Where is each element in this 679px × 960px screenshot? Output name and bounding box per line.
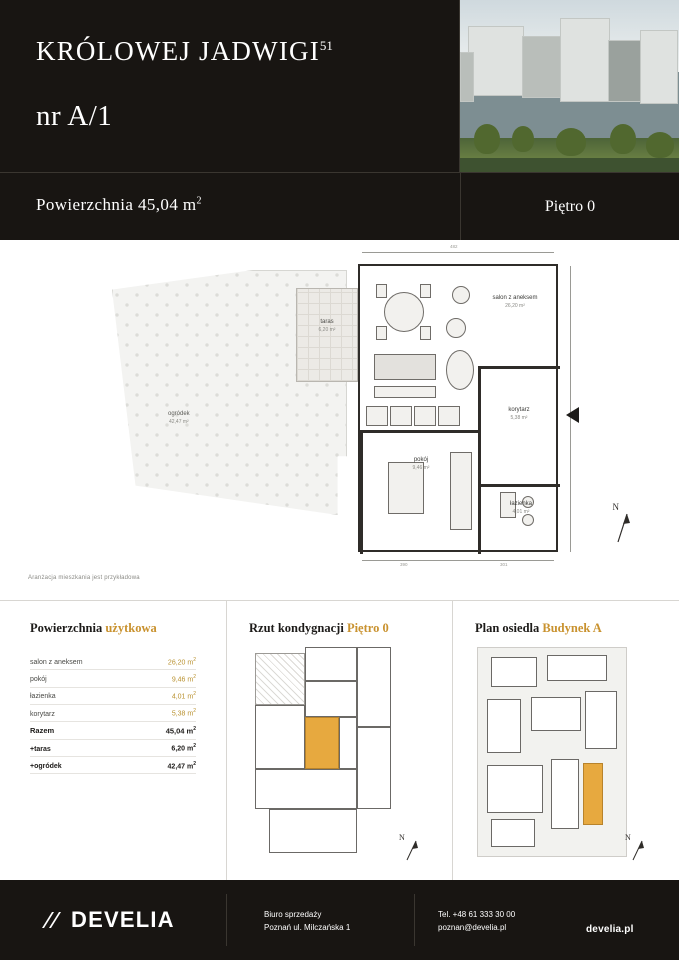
extra-value: 42,47 $m^2$ xyxy=(167,760,196,770)
corridor-label xyxy=(484,406,554,423)
floorplan-north-arrow-icon xyxy=(403,839,423,863)
table-row-extra xyxy=(30,740,196,757)
develia-logo xyxy=(40,907,175,933)
armchair xyxy=(446,318,466,338)
dimension-bottom-1: 390 xyxy=(400,562,408,567)
total-name: Razem xyxy=(30,726,55,736)
table-row xyxy=(30,670,196,687)
row-value: 5,38 $m^2$ xyxy=(171,708,196,718)
kitchen-cabinet-1 xyxy=(366,406,388,426)
row-name: pokój xyxy=(30,676,47,684)
site-panel xyxy=(452,601,679,881)
photo-building-3 xyxy=(560,18,610,102)
bathroom-area: 4,01 m² xyxy=(512,509,530,516)
table-row xyxy=(30,688,196,705)
garden-label xyxy=(168,410,190,427)
floorplan-drawing xyxy=(0,240,679,590)
plan-north-arrow-icon xyxy=(613,512,635,546)
mini-unit-1 xyxy=(305,647,357,681)
dimension-line-top xyxy=(362,252,554,253)
table-row-total xyxy=(30,722,196,740)
wall-horizontal-1 xyxy=(360,430,480,433)
site-building-6 xyxy=(487,765,543,813)
terrace-area-value: 6,20 m² xyxy=(318,327,336,333)
bathroom-label xyxy=(488,500,554,517)
site-north-label: N xyxy=(625,833,631,842)
extra-value: 6,20 $m^2$ xyxy=(171,743,196,753)
dimension-bottom-2: 301 xyxy=(500,562,508,567)
corridor-name: korytarz xyxy=(508,407,530,413)
wall-vertical-2 xyxy=(360,430,363,554)
mini-unit-3 xyxy=(339,717,357,769)
mini-terrace-block xyxy=(255,653,305,705)
row-name: łazienka xyxy=(30,693,56,701)
site-building-2 xyxy=(547,655,607,681)
sofa xyxy=(374,354,436,380)
header-summary xyxy=(0,173,679,240)
floorplan-title-text: Rzut kondygnacji xyxy=(249,621,347,635)
photo-building-4 xyxy=(608,40,642,102)
mini-unit-8 xyxy=(357,727,391,809)
street-number: 51 xyxy=(319,38,333,53)
contact-email[interactable]: poznan@develia.pl xyxy=(438,923,507,933)
areas-panel xyxy=(0,601,226,881)
site-mini-map xyxy=(477,647,657,857)
table-row xyxy=(30,653,196,670)
site-title xyxy=(475,621,602,636)
area-unit-sup: 2 xyxy=(196,195,202,207)
terrace-name: taras xyxy=(320,319,334,325)
contact-phone[interactable]: Tel. +48 61 333 30 00 xyxy=(438,910,516,919)
building-photo xyxy=(460,0,679,172)
project-name: KRÓLOWEJ JADWIGI xyxy=(36,36,320,66)
site-building-7 xyxy=(551,759,579,829)
contact-block xyxy=(438,908,515,934)
dimension-line-bottom xyxy=(362,560,554,561)
page-title xyxy=(36,36,333,67)
row-value: 4,01 $m^2$ xyxy=(171,691,196,701)
photo-building-6 xyxy=(460,52,474,102)
row-name: salon z aneksem xyxy=(30,658,83,666)
site-building-4 xyxy=(531,697,581,731)
bathroom-name: łazienka xyxy=(509,501,532,507)
mini-unit-2 xyxy=(305,681,357,717)
apartment-outline xyxy=(358,264,558,552)
chair-3 xyxy=(376,326,387,340)
living-room-name: salon z aneksem xyxy=(492,295,538,301)
floorplan-mini-map xyxy=(251,647,431,857)
floorplan-north-label: N xyxy=(399,833,405,842)
site-building-8 xyxy=(491,819,535,847)
photo-tree-2 xyxy=(512,126,534,152)
terrace-label xyxy=(302,318,352,335)
floor-badge xyxy=(460,173,679,240)
fridge xyxy=(438,406,460,426)
floorplan-title xyxy=(249,621,389,636)
plant xyxy=(452,286,470,304)
area-value: 45,04 m xyxy=(137,195,197,214)
footer-divider-2 xyxy=(414,894,415,946)
sales-office-block xyxy=(264,908,350,934)
photo-building-5 xyxy=(640,30,678,104)
header-title-block xyxy=(0,0,460,172)
site-building-1 xyxy=(491,657,537,687)
living-room-label xyxy=(476,294,554,311)
mini-unit-7 xyxy=(357,647,391,727)
terrace-area xyxy=(296,288,358,382)
chair-4 xyxy=(420,326,431,340)
floorplan-panel xyxy=(226,601,452,881)
kitchen-hob xyxy=(414,406,436,426)
dining-table xyxy=(384,292,424,332)
row-value: 26,20 $m^2$ xyxy=(167,656,196,666)
footer xyxy=(0,880,679,960)
info-section xyxy=(0,600,679,880)
wall-vertical-1 xyxy=(478,366,481,554)
site-highlight-building xyxy=(583,763,603,825)
site-title-accent: Budynek A xyxy=(542,621,602,635)
photo-building-1 xyxy=(468,26,524,96)
rug xyxy=(446,350,474,390)
mini-unit-6 xyxy=(269,809,357,853)
row-value: 9,46 $m^2$ xyxy=(171,673,196,684)
areas-title xyxy=(30,621,157,636)
areas-title-text: Powierzchnia xyxy=(30,621,106,635)
site-title-text: Plan osiedla xyxy=(475,621,543,635)
photo-foreground xyxy=(460,158,679,172)
extra-name: +taras xyxy=(30,745,51,753)
site-building-3 xyxy=(487,699,521,753)
unit-number: nr A/1 xyxy=(36,100,113,132)
table-row xyxy=(30,705,196,722)
bedroom-name: pokój xyxy=(413,457,429,463)
wall-horizontal-2 xyxy=(478,366,560,369)
site-building-5 xyxy=(585,691,617,749)
photo-tree-3 xyxy=(556,128,586,156)
table-row-extra xyxy=(30,757,196,774)
garden-area-value: 42,47 m² xyxy=(168,419,189,425)
plan-north-label: N xyxy=(612,502,619,512)
mini-highlight-unit xyxy=(305,717,339,769)
areas-title-accent: użytkowa xyxy=(105,621,157,635)
develia-wordmark: DEVELIA xyxy=(71,907,175,932)
bedroom-label xyxy=(386,456,456,473)
bedroom-area: 9,46 m² xyxy=(412,465,430,472)
header xyxy=(0,0,679,240)
photo-tree-5 xyxy=(646,132,674,158)
row-name: korytarz xyxy=(30,710,55,718)
floor-label: Piętro 0 xyxy=(544,197,596,215)
photo-tree-1 xyxy=(474,124,500,154)
entrance-pointer-icon xyxy=(566,407,579,423)
mini-unit-5 xyxy=(255,769,357,809)
areas-table xyxy=(30,653,196,774)
garden-name: ogródek xyxy=(168,411,190,417)
coffee-table xyxy=(374,386,436,398)
develia-mark-icon xyxy=(40,908,64,932)
corridor-area: 5,38 m² xyxy=(510,415,528,422)
chair-2 xyxy=(420,284,431,298)
photo-tree-4 xyxy=(610,124,636,154)
photo-building-2 xyxy=(522,36,562,98)
website-link[interactable]: develia.pl xyxy=(586,924,634,935)
area-label: Powierzchnia xyxy=(36,195,134,214)
chair-1 xyxy=(376,284,387,298)
site-north-arrow-icon xyxy=(629,839,649,863)
wall-horizontal-3 xyxy=(478,484,560,487)
sales-office-address: Poznań ul. Milczańska 1 xyxy=(264,923,351,933)
sales-office-title: Biuro sprzedaży xyxy=(264,910,322,919)
dimension-top: 482 xyxy=(450,244,458,249)
footer-divider-1 xyxy=(226,894,227,946)
kitchen-sink xyxy=(390,406,412,426)
area-summary xyxy=(36,195,202,215)
extra-name: +ogródek xyxy=(30,762,62,770)
living-room-area: 26,20 m² xyxy=(505,303,525,310)
total-value: 45,04 $m^2$ xyxy=(165,725,196,736)
plan-disclaimer: Aranżacja mieszkania jest przykładowa xyxy=(28,575,140,581)
floorplan-title-accent: Piętro 0 xyxy=(346,621,389,635)
mini-unit-4 xyxy=(255,705,305,769)
